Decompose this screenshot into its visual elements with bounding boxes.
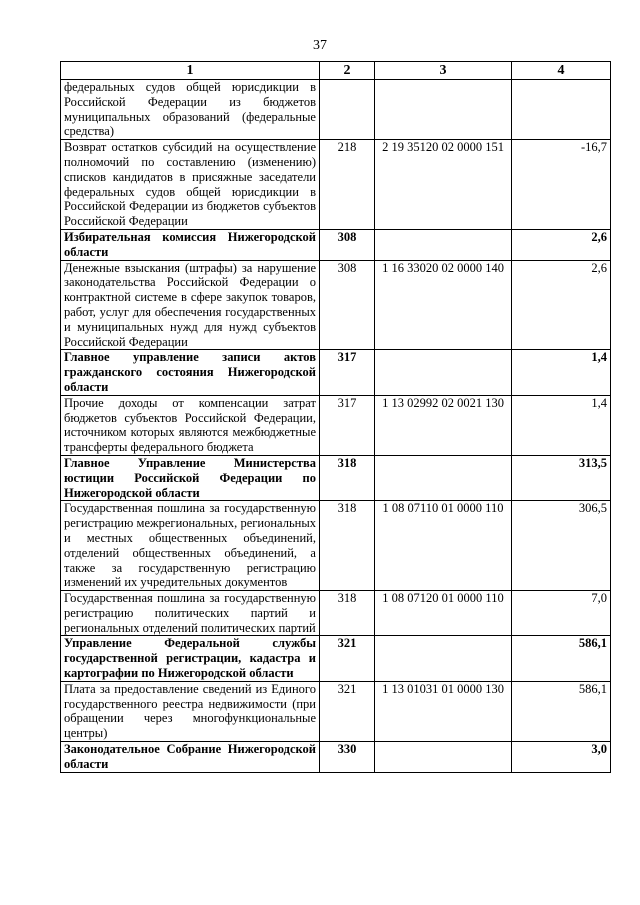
row-kbk: 1 08 07120 01 0000 110 xyxy=(375,591,512,636)
table-row xyxy=(61,742,611,773)
row-kbk xyxy=(375,80,512,140)
row-code: 308 xyxy=(320,229,375,260)
row-code: 318 xyxy=(320,501,375,591)
row-name: Государственная пошлина за государственную регистрацию политических партий и региональных отделений политических партий xyxy=(61,591,320,636)
row-name: Избирательная комиссия Нижегородской области xyxy=(61,229,320,260)
table-row xyxy=(61,681,611,741)
row-amount: 2,6 xyxy=(512,260,611,350)
row-amount: 2,6 xyxy=(512,229,611,260)
row-amount: -16,7 xyxy=(512,140,611,230)
row-code: 321 xyxy=(320,681,375,741)
row-code: 317 xyxy=(320,395,375,455)
row-name: Прочие доходы от компенсации затрат бюджетов субъектов Российской Федерации, источником которых являются межбюджетные трансферты федерального бюджета xyxy=(61,395,320,455)
row-amount: 586,1 xyxy=(512,636,611,681)
row-kbk: 1 13 01031 01 0000 130 xyxy=(375,681,512,741)
table-row xyxy=(61,229,611,260)
row-code: 318 xyxy=(320,591,375,636)
row-name: Денежные взыскания (штрафы) за нарушение законодательства Российской Федерации о контрактной системе в сфере закупок товаров, работ, услуг для обеспечения государственных и муниципальных нужд для нужд субъектов Российской Федерации xyxy=(61,260,320,350)
table-row xyxy=(61,80,611,140)
row-code xyxy=(320,80,375,140)
column-header-1: 1 xyxy=(61,62,320,80)
row-kbk: 1 13 02992 02 0021 130 xyxy=(375,395,512,455)
row-kbk xyxy=(375,229,512,260)
row-code: 218 xyxy=(320,140,375,230)
table-row xyxy=(61,636,611,681)
row-amount xyxy=(512,80,611,140)
row-name: Государственная пошлина за государственную регистрацию межрегиональных, региональных и местных общественных объединений, отделений общественных объединений, а также за государственную регистрацию изменений их учредительных документов xyxy=(61,501,320,591)
revenue-table xyxy=(60,61,611,773)
column-header-2: 2 xyxy=(320,62,375,80)
row-amount: 313,5 xyxy=(512,455,611,500)
column-header-3: 3 xyxy=(375,62,512,80)
row-kbk: 1 16 33020 02 0000 140 xyxy=(375,260,512,350)
page-number: 37 xyxy=(313,38,327,53)
row-name: Управление Федеральной службы государственной регистрации, кадастра и картографии по Нижегородской области xyxy=(61,636,320,681)
table-header-row xyxy=(61,62,611,80)
row-kbk: 2 19 35120 02 0000 151 xyxy=(375,140,512,230)
table-row xyxy=(61,501,611,591)
table-row xyxy=(61,395,611,455)
row-amount: 3,0 xyxy=(512,742,611,773)
row-code: 321 xyxy=(320,636,375,681)
column-header-4: 4 xyxy=(512,62,611,80)
table-row xyxy=(61,591,611,636)
row-code: 330 xyxy=(320,742,375,773)
row-amount: 306,5 xyxy=(512,501,611,591)
row-amount: 7,0 xyxy=(512,591,611,636)
row-code: 318 xyxy=(320,455,375,500)
row-kbk xyxy=(375,350,512,395)
row-kbk: 1 08 07110 01 0000 110 xyxy=(375,501,512,591)
row-amount: 1,4 xyxy=(512,350,611,395)
table-row xyxy=(61,350,611,395)
table-row xyxy=(61,140,611,230)
row-name: Плата за предоставление сведений из Единого государственного реестра недвижимости (при обращении через многофункциональные центры) xyxy=(61,681,320,741)
row-name: федеральных судов общей юрисдикции в Российской Федерации из бюджетов муниципальных образований (федеральные средства) xyxy=(61,80,320,140)
row-kbk xyxy=(375,636,512,681)
table-row xyxy=(61,260,611,350)
row-code: 317 xyxy=(320,350,375,395)
row-name: Возврат остатков субсидий на осуществление полномочий по составлению (изменению) списков кандидатов в присяжные заседатели федеральных судов общей юрисдикции в Российской Федерации из бюджетов субъектов Российской Федерации xyxy=(61,140,320,230)
row-amount: 1,4 xyxy=(512,395,611,455)
row-kbk xyxy=(375,455,512,500)
table-row xyxy=(61,455,611,500)
row-amount: 586,1 xyxy=(512,681,611,741)
row-name: Законодательное Собрание Нижегородской области xyxy=(61,742,320,773)
row-code: 308 xyxy=(320,260,375,350)
row-name: Главное Управление Министерства юстиции Российской Федерации по Нижегородской области xyxy=(61,455,320,500)
row-kbk xyxy=(375,742,512,773)
row-name: Главное управление записи актов гражданского состояния Нижегородской области xyxy=(61,350,320,395)
